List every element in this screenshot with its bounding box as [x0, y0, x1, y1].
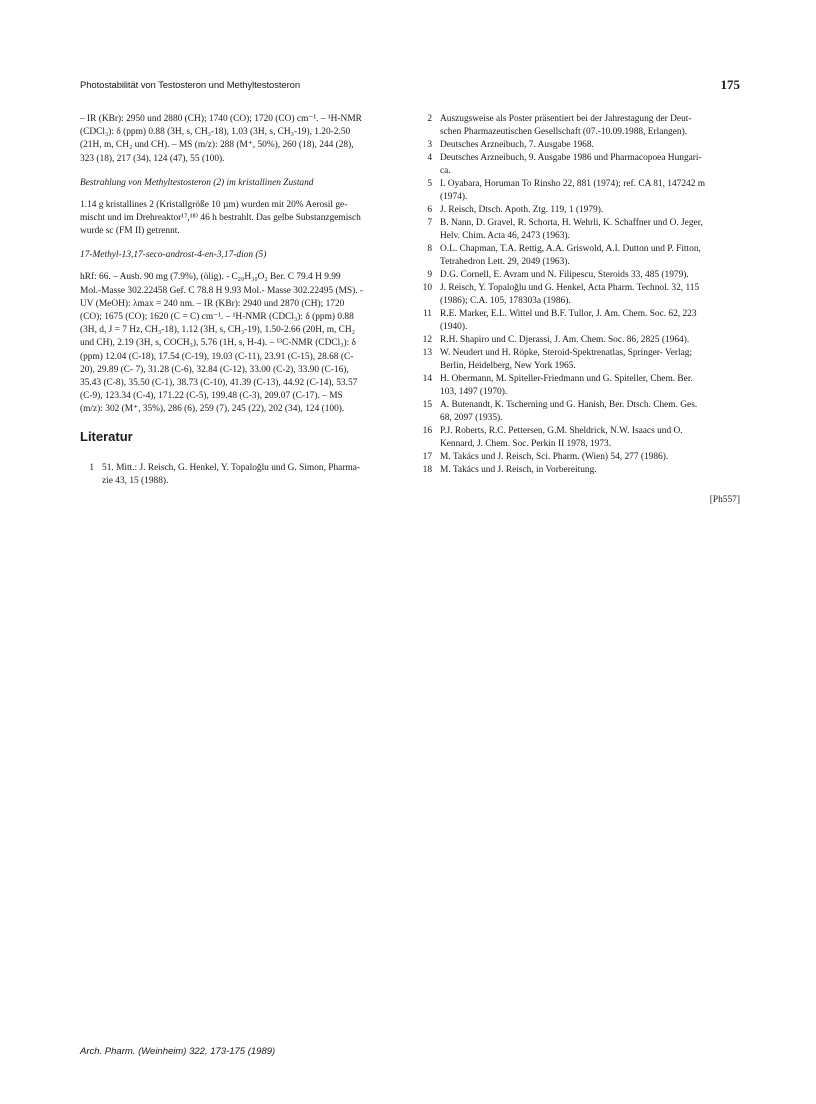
reference-item [418, 451, 740, 464]
reference-line: J. Reisch, Dtsch. Apoth. Ztg. 119, 1 (1979). [440, 205, 604, 215]
reference-line: zie 43, 15 (1988). [102, 475, 169, 486]
reference-line: (1974). [440, 192, 468, 202]
reference-line: I. Oyabara, Horuman To Rinsho 22, 881 (1974); ref. CA 81, 147242 m [440, 179, 706, 189]
reference-number: 9 [427, 270, 432, 280]
reference-item [418, 139, 740, 152]
reference-item [418, 464, 740, 477]
reference-item [418, 178, 740, 204]
reference-list [418, 113, 740, 477]
text-line: (ppm) 12.04 (C-18), 17.54 (C-19), 19.03 (C-11), 23.91 (C-15), 28.68 (C- [80, 351, 354, 362]
subheading-irradiation: Bestrahlung von Methyltestosteron (2) im kristallinen Zustand [80, 177, 314, 188]
right-column [418, 113, 740, 477]
reference-item [418, 425, 740, 451]
spectral-data-paragraph [80, 113, 402, 166]
reference-number: 2 [427, 114, 432, 124]
text-line: (3H, d, J = 7 Hz, CH₃-18), 1.12 (3H, s, CH₃-19), 1.50-2.66 (20H, m, CH₂ [80, 325, 355, 336]
text-line: Mol.-Masse 302.22458 Gef. C 78.8 H 9.93 Mol.- Masse 302.22495 (MS). - [80, 285, 364, 296]
text-line: und CH), 2.19 (3H, s, COCH₃), 5.76 (1H, s, H-4). – ¹³C-NMR (CDCl₃): δ [80, 338, 356, 349]
reference-item [418, 269, 740, 282]
reference-number: 16 [422, 426, 432, 436]
reference-line: D.G. Cornell, E. Avram und N. Filipescu, Steroids 33, 485 (1979). [440, 270, 689, 280]
reference-line: ca. [440, 166, 451, 176]
reference-item [418, 399, 740, 425]
reference-item [418, 113, 740, 139]
reference-number: 7 [427, 218, 432, 228]
text-line: 1.14 g kristallines 2 (Kristallgröße 10 µm) wurden mit 20% Aerosil ge- [80, 199, 348, 210]
text-line: hRf: 66. – Ausb. 90 mg (7.9%), (ölig). - C₂₀H₃₀O₂ Ber. C 79.4 H 9.99 [80, 272, 341, 283]
reference-number: 15 [422, 400, 432, 410]
reference-line: (1940). [440, 322, 468, 332]
reference-line: M. Takács und J. Reisch, Sci. Pharm. (Wien) 54, 277 (1986). [440, 452, 669, 462]
text-line: – IR (KBr): 2950 und 2880 (CH); 1740 (CO); 1720 (CO) cm⁻¹. – ¹H-NMR [80, 114, 362, 124]
reference-line: 68, 2097 (1935). [440, 413, 503, 423]
reference-number: 18 [422, 465, 432, 475]
reference-number: 13 [422, 348, 432, 358]
reference-item [418, 308, 740, 334]
reference-line: O.L. Chapman, T.A. Rettig, A.A. Griswold, A.I. Dutton und P. Fitton, [440, 244, 701, 254]
reference-number: 8 [427, 244, 432, 254]
reference-number: 17 [422, 452, 432, 462]
text-line: (CO); 1675 (CO); 1620 (C = C) cm⁻¹. – ¹H-NMR (CDCl₃): δ (ppm) 0.88 [80, 312, 354, 323]
subheading-compound-5: 17-Methyl-13,17-seco-androst-4-en-3,17-dion (5) [80, 250, 267, 261]
left-column [80, 113, 402, 488]
reference-number: 12 [422, 335, 432, 345]
reference-item [418, 217, 740, 243]
reference-item [418, 347, 740, 373]
reference-line: A. Butenandt, K. Tscherning und G. Hanish, Ber. Dtsch. Chem. Ges. [440, 400, 698, 410]
reference-line: J. Reisch, Y. Topaloğlu und G. Henkel, Acta Pharm. Technol. 32, 115 [440, 283, 700, 293]
running-head [80, 77, 740, 98]
reference-number: 1 [89, 462, 94, 473]
reference-line: W. Neudert und H. Röpke, Steroid-Spektrenatlas, Springer- Verlag; [440, 348, 693, 358]
reference-line: Auszugsweise als Poster präsentiert bei der Jahrestagung der Deut- [440, 114, 692, 124]
text-line: 20), 29.89 (C- 7), 31.28 (C-6), 32.84 (C-12), 33.00 (C-2), 33.90 (C-16), [80, 364, 349, 375]
reference-line: P.J. Roberts, R.C. Pettersen, G.M. Sheldrick, N.W. Isaacs und O. [440, 426, 683, 436]
text-line: 323 (18), 217 (34), 124 (47), 55 (100). [80, 153, 225, 164]
reference-number: 3 [427, 140, 432, 150]
text-line: wurde sc (FM II) getrennt. [80, 226, 180, 237]
reference-line: H. Obermann, M. Spiteller-Friedmann und G. Spiteller, Chem. Ber. [440, 374, 693, 384]
reference-number: 11 [422, 309, 432, 319]
journal-citation-footer: Arch. Pharm. (Weinheim) 322, 173-175 (1989) [80, 1046, 276, 1057]
reference-line: M. Takács und J. Reisch, in Vorbereitung. [440, 465, 597, 475]
reference-item [418, 243, 740, 269]
reference-line: Deutsches Arzneibuch, 7. Ausgabe 1968. [440, 140, 594, 150]
literature-heading: Literatur [80, 428, 133, 444]
reference-number: 5 [427, 179, 432, 189]
manuscript-code: [Ph557] [709, 495, 740, 505]
text-line: (C-9), 123.34 (C-4), 171.22 (C-5), 199.48 (C-3), 209.07 (C-17). – MS [80, 391, 343, 402]
reference-number: 14 [422, 374, 432, 384]
running-title: Photostabilität von Testosteron und Methyltestosteron [80, 80, 301, 91]
reference-item [418, 334, 740, 347]
irradiation-paragraph [80, 199, 402, 239]
reference-line: Kennard, J. Chem. Soc. Perkin II 1978, 1973. [440, 439, 612, 449]
reference-line: schen Pharmazeutischen Gesellschaft (07.-10.09.1988, Erlangen). [440, 127, 688, 137]
text-line: mischt und im Drehreaktor¹⁷,¹⁸⁾ 46 h bestrahlt. Das gelbe Substanzgemisch [80, 213, 361, 224]
reference-line: Tetrahedron Lett. 29, 2049 (1963). [440, 257, 570, 267]
reference-item [418, 204, 740, 217]
reference-line: Berlin, Heidelberg, New York 1965. [440, 361, 576, 371]
text-line: 35.43 (C-8), 35.50 (C-1), 38.73 (C-10), 41.39 (C-13), 44.92 (C-14), 53.57 [80, 378, 358, 389]
reference-item [418, 282, 740, 308]
reference-line: R.E. Marker, E.L. Wittel und B.F. Tullor, J. Am. Chem. Soc. 62, 223 [440, 309, 697, 319]
reference-line: 103, 1497 (1970). [440, 387, 508, 397]
text-line: (CDCl₃): δ (ppm) 0.88 (3H, s, CH₃-18), 1.03 (3H, s, CH₃-19), 1.20-2.50 [80, 127, 351, 138]
text-line: (21H, m, CH₂ und CH). – MS (m/z): 288 (M⁺, 50%), 260 (18), 244 (28), [80, 140, 354, 151]
reference-line: Helv. Chim. Acta 46, 2473 (1963). [440, 231, 570, 241]
text-line: UV (MeOH): λmax = 240 nm. – IR (KBr): 2940 und 2870 (CH); 1720 [80, 298, 345, 309]
reference-item [418, 152, 740, 178]
reference-number: 10 [422, 283, 432, 293]
reference-line: 51. Mitt.: J. Reisch, G. Henkel, Y. Topaloğlu und G. Simon, Pharma- [102, 462, 361, 473]
page-number: 175 [720, 77, 740, 92]
text-line: (m/z): 302 (M⁺, 35%), 286 (6), 259 (7), 245 (22), 202 (34), 124 (100). [80, 404, 345, 415]
reference-line: R.H. Shapiro und C. Djerassi, J. Am. Chem. Soc. 86, 2825 (1964). [440, 335, 690, 345]
reference-number: 4 [427, 153, 432, 163]
reference-line: B. Nann, D. Gravel, R. Schorta, H. Wehrli, K. Schaffner und O. Jeger, [440, 218, 703, 228]
reference-item [418, 373, 740, 399]
reference-number: 6 [427, 205, 432, 215]
compound-5-paragraph [80, 271, 402, 416]
reference-item [80, 462, 402, 488]
reference-line: (1986); C.A. 105, 178303a (1986). [440, 296, 571, 306]
reference-line: Deutsches Arzneibuch, 9. Ausgabe 1986 und Pharmacopoea Hungari- [440, 153, 702, 163]
